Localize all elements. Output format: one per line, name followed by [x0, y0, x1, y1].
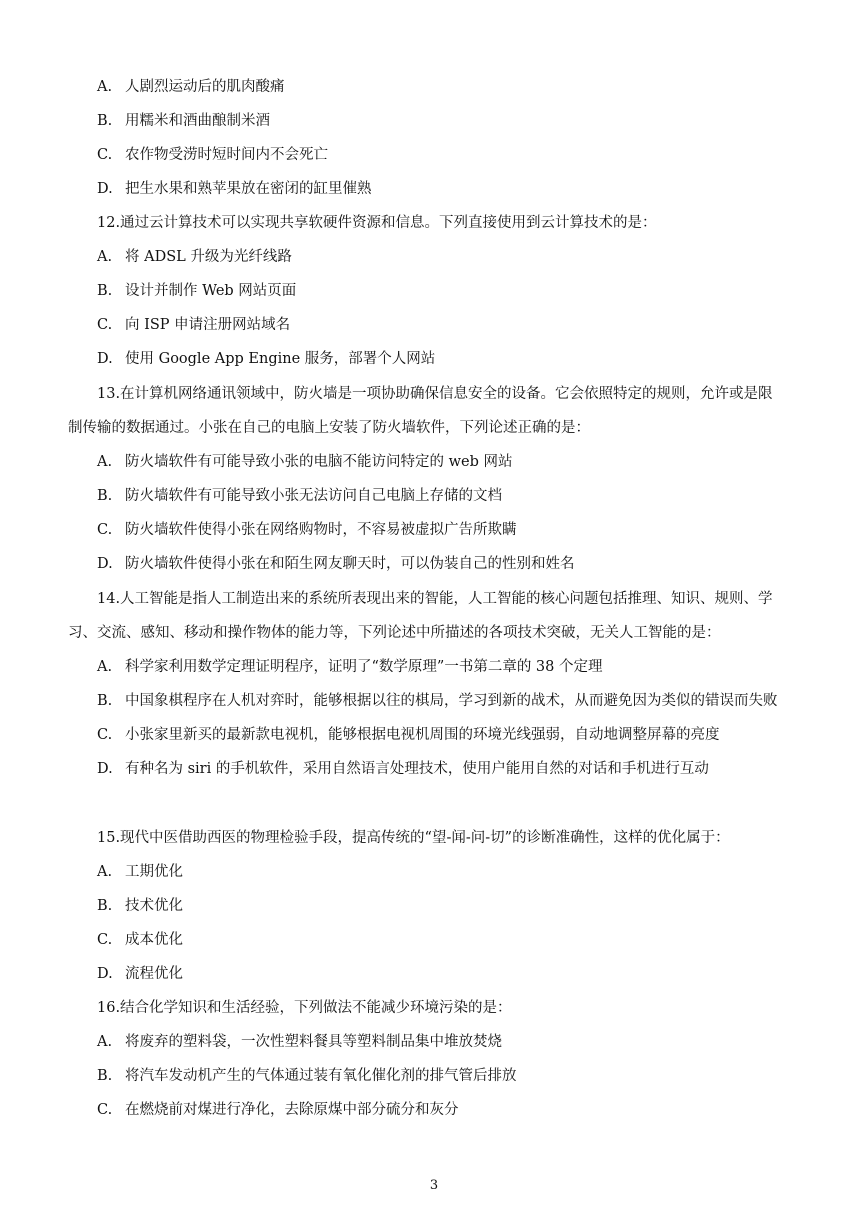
- option-letter: A.: [97, 659, 113, 675]
- option-text: 防火墙软件使得小张在网络购物时，不容易被虚拟广告所欺瞒: [125, 522, 517, 538]
- q14-stem-line2: 习、交流、感知、移动和操作物体的能力等，下列论述中所描述的各项技术突破，无关人工智能的是：: [68, 625, 721, 641]
- option-letter: D.: [97, 966, 113, 982]
- option-text: 在燃烧前对煤进行净化，去除原煤中部分硫分和灰分: [125, 1102, 459, 1118]
- option-letter: A.: [97, 1034, 113, 1050]
- option-letter: B.: [97, 283, 113, 299]
- q12-option-a: [97, 247, 292, 267]
- q11-option-c: [97, 145, 328, 165]
- q13-stem-line1: 13.在计算机网络通讯领域中，防火墙是一项协助确保信息安全的设备。它会依照特定的规则，允许或是限: [97, 386, 773, 402]
- option-text: 防火墙软件有可能导致小张无法访问自己电脑上存储的文档: [125, 488, 502, 504]
- q11-option-b: [97, 111, 270, 131]
- q15-option-d: [97, 964, 183, 984]
- q12-stem: 12.通过云计算技术可以实现共享软硬件资源和信息。下列直接使用到云计算技术的是：: [97, 215, 657, 231]
- q11-option-d: [97, 179, 372, 199]
- option-letter: C.: [97, 317, 113, 333]
- q14-option-a: [97, 657, 603, 677]
- option-text: 向 ISP 申请注册网站域名: [125, 317, 291, 333]
- option-text: 将 ADSL 升级为光纤线路: [125, 249, 292, 265]
- option-letter: C.: [97, 147, 113, 163]
- option-letter: A.: [97, 79, 113, 95]
- option-text: 人剧烈运动后的肌肉酸痛: [125, 79, 285, 95]
- q15-stem: 15.现代中医借助西医的物理检验手段，提高传统的“望-闻-问-切”的诊断准确性，这样的优化属于：: [97, 830, 730, 846]
- option-text: 小张家里新买的最新款电视机，能够根据电视机周围的环境光线强弱，自动地调整屏幕的亮度: [125, 727, 720, 743]
- option-letter: B.: [97, 1068, 113, 1084]
- q12-option-c: [97, 315, 290, 335]
- option-text: 中国象棋程序在人机对弈时，能够根据以往的棋局，学习到新的战术，从而避免因为类似的错误而失败: [125, 693, 778, 709]
- q14-option-b: [97, 691, 778, 711]
- option-letter: D.: [97, 556, 113, 572]
- option-text: 将汽车发动机产生的气体通过装有氧化催化剂的排气管后排放: [125, 1068, 517, 1084]
- q16-option-b: [97, 1066, 517, 1086]
- q16-option-a: [97, 1032, 502, 1052]
- q13-option-d: [97, 554, 575, 574]
- page-number: 3: [429, 1178, 439, 1193]
- q15-option-c: [97, 930, 183, 950]
- option-letter: C.: [97, 727, 113, 743]
- q15-option-b: [97, 896, 183, 916]
- option-text: 使用 Google App Engine 服务，部署个人网站: [125, 351, 436, 367]
- q14-option-c: [97, 725, 720, 745]
- option-letter: A.: [97, 249, 113, 265]
- option-letter: B.: [97, 113, 113, 129]
- option-text: 流程优化: [125, 966, 183, 982]
- option-letter: A.: [97, 864, 113, 880]
- option-text: 科学家利用数学定理证明程序，证明了“数学原理”一书第二章的 38 个定理: [125, 659, 603, 675]
- q15-option-a: [97, 862, 183, 882]
- q12-option-b: [97, 281, 296, 301]
- option-letter: D.: [97, 761, 113, 777]
- q13-option-c: [97, 520, 517, 540]
- option-letter: C.: [97, 932, 113, 948]
- q14-stem-line1: 14.人工智能是指人工制造出来的系统所表现出来的智能，人工智能的核心问题包括推理、知识、规则、学: [97, 591, 773, 607]
- option-text: 农作物受涝时短时间内不会死亡: [125, 147, 328, 163]
- option-letter: B.: [97, 488, 113, 504]
- q14-option-d: [97, 759, 709, 779]
- q12-option-d: [97, 349, 435, 369]
- option-text: 将废弃的塑料袋，一次性塑料餐具等塑料制品集中堆放焚烧: [125, 1034, 502, 1050]
- option-letter: C.: [97, 1102, 113, 1118]
- option-text: 设计并制作 Web 网站页面: [125, 283, 297, 299]
- option-text: 工期优化: [125, 864, 183, 880]
- q11-option-a: [97, 77, 285, 97]
- q13-option-b: [97, 486, 502, 506]
- option-text: 把生水果和熟苹果放在密闭的缸里催熟: [125, 181, 372, 197]
- option-letter: D.: [97, 181, 113, 197]
- option-letter: A.: [97, 454, 113, 470]
- q16-stem: 16.结合化学知识和生活经验，下列做法不能减少环境污染的是：: [97, 1000, 512, 1016]
- option-text: 有种名为 siri 的手机软件，采用自然语言处理技术，使用户能用自然的对话和手机进行互动: [125, 761, 709, 777]
- q13-stem-line2: 制传输的数据通过。小张在自己的电脑上安装了防火墙软件，下列论述正确的是：: [68, 420, 590, 436]
- q16-option-c: [97, 1100, 459, 1120]
- option-letter: B.: [97, 898, 113, 914]
- option-text: 用糯米和酒曲酿制米酒: [125, 113, 270, 129]
- option-letter: C.: [97, 522, 113, 538]
- option-letter: B.: [97, 693, 113, 709]
- option-letter: D.: [97, 351, 113, 367]
- option-text: 防火墙软件有可能导致小张的电脑不能访问特定的 web 网站: [125, 454, 513, 470]
- option-text: 成本优化: [125, 932, 183, 948]
- q13-option-a: [97, 452, 513, 472]
- option-text: 防火墙软件使得小张在和陌生网友聊天时，可以伪装自己的性别和姓名: [125, 556, 575, 572]
- option-text: 技术优化: [125, 898, 183, 914]
